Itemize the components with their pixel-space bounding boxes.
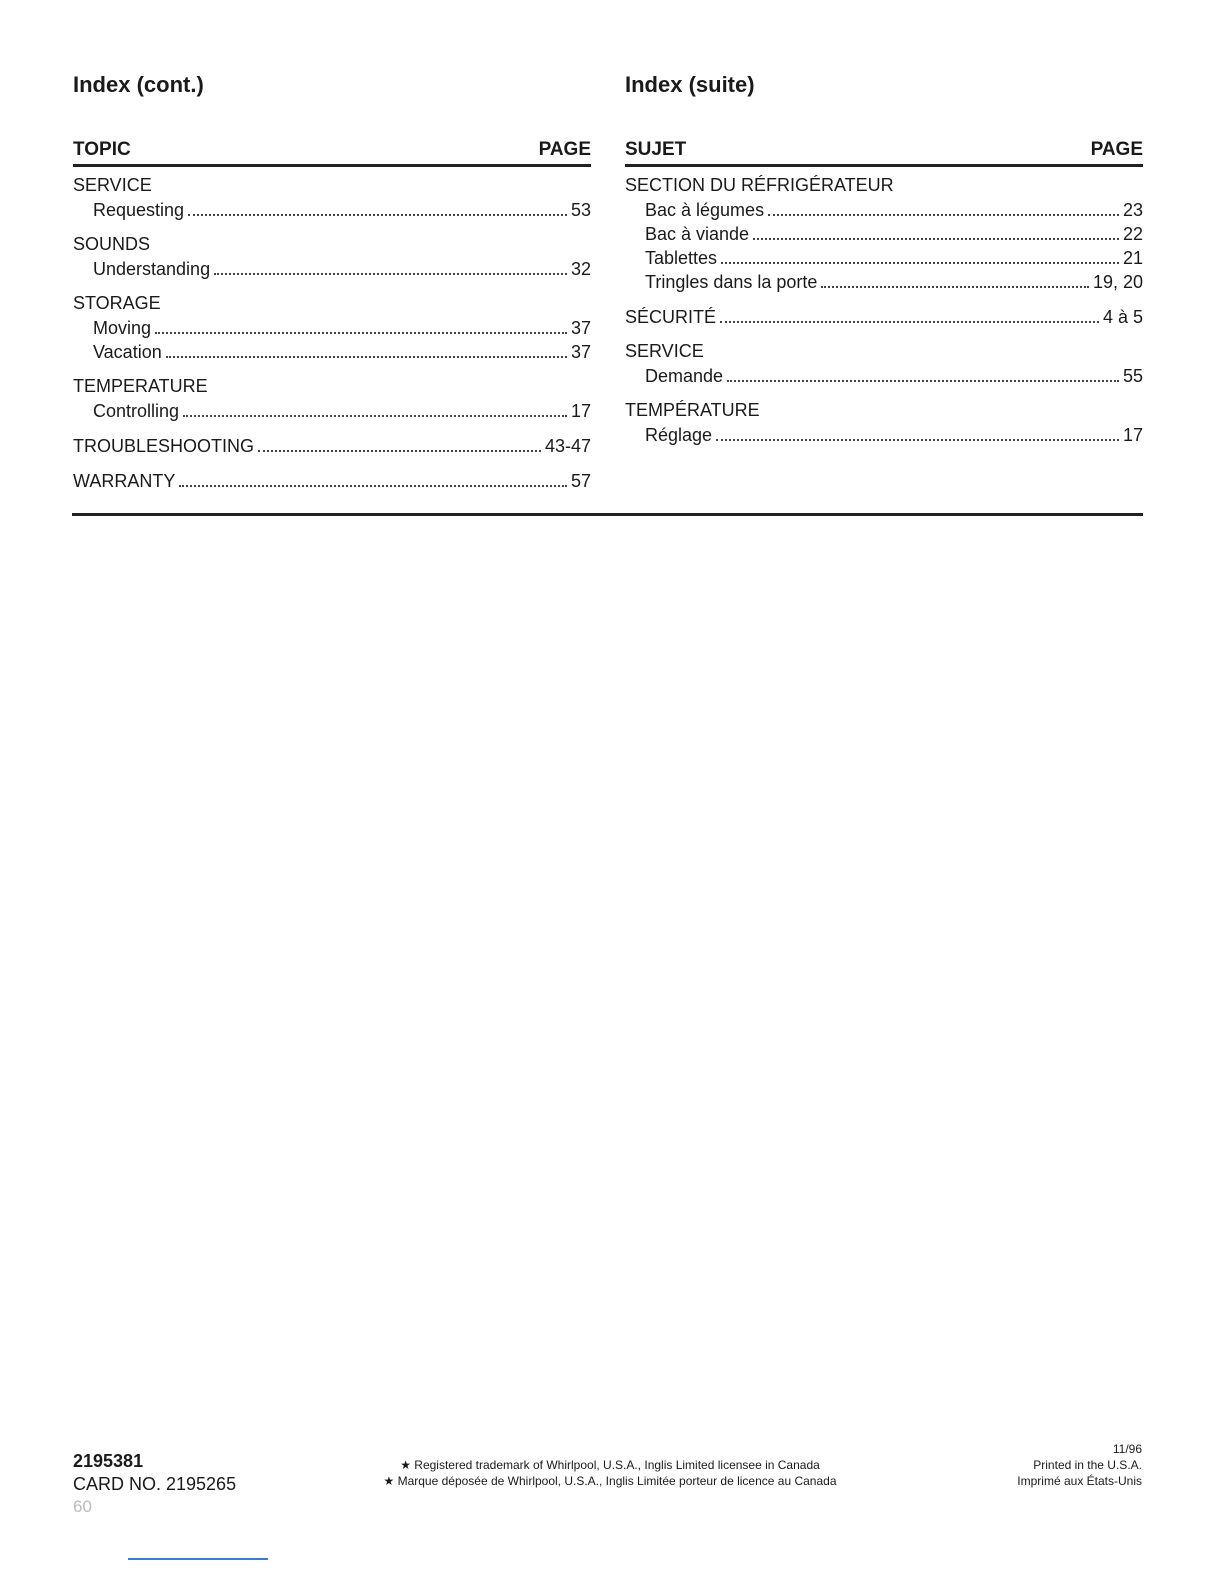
index-entry-line: [73, 433, 591, 457]
index-entry-line: [625, 398, 1143, 422]
dot-leader: [214, 256, 567, 275]
index-page: 53: [570, 200, 591, 220]
index-entry: [73, 433, 591, 457]
index-entry: [625, 173, 1143, 293]
page-number: 60: [73, 1497, 92, 1516]
index-label: SERVICE: [73, 175, 152, 195]
index-label: TROUBLESHOOTING: [73, 436, 255, 456]
index-label: SECTION DU RÉFRIGÉRATEUR: [625, 175, 894, 195]
index-subentry: [73, 256, 591, 280]
dot-leader: [188, 197, 567, 216]
index-label: SÉCURITÉ: [625, 307, 717, 327]
index-subentry: [73, 339, 591, 363]
index-entry-line: [73, 291, 591, 315]
index-subentry: [625, 422, 1143, 446]
index-entry: [625, 304, 1143, 328]
index-entry-line: [73, 232, 591, 256]
index-subentry: [625, 363, 1143, 387]
blue-underline: [128, 1558, 268, 1560]
dot-leader: [721, 245, 1119, 264]
trademark-french: ★ Marque déposée de Whirlpool, U.S.A., Inglis Limitée porteur de licence au Canada: [383, 1474, 837, 1488]
trademark-notice: [300, 1457, 920, 1489]
index-entry: [73, 173, 591, 221]
index-label: Réglage: [645, 425, 713, 445]
index-page: 22: [1122, 224, 1143, 244]
sujet-header: SUJET: [625, 139, 687, 160]
index-list-english: [73, 173, 591, 492]
dot-leader: [768, 197, 1119, 216]
index-subentry: [625, 269, 1143, 293]
index-page: 23: [1122, 200, 1143, 220]
index-label: SERVICE: [625, 341, 704, 361]
index-label: TEMPERATURE: [73, 376, 208, 396]
index-label: WARRANTY: [73, 471, 176, 491]
index-page: 57: [570, 471, 591, 491]
dot-leader: [727, 363, 1119, 382]
index-label: TEMPÉRATURE: [625, 400, 760, 420]
index-label: STORAGE: [73, 293, 161, 313]
index-label: Bac à légumes: [645, 200, 765, 220]
index-label: Tringles dans la porte: [645, 272, 818, 292]
index-subentry: [73, 197, 591, 221]
index-subentry: [625, 245, 1143, 269]
index-label: Requesting: [93, 200, 185, 220]
index-label: Demande: [645, 366, 724, 386]
index-label: Bac à viande: [645, 224, 750, 244]
printed-in-french: Imprimé aux États-Unis: [1017, 1474, 1142, 1488]
dot-leader: [166, 339, 567, 358]
index-entry: [625, 339, 1143, 387]
index-label: Tablettes: [645, 248, 718, 268]
dot-leader: [179, 468, 567, 487]
index-subentry: [73, 398, 591, 422]
index-subentry: [625, 221, 1143, 245]
index-page: 21: [1122, 248, 1143, 268]
index-entry-line: [625, 173, 1143, 197]
dot-leader: [720, 304, 1099, 323]
printed-in-english: Printed in the U.S.A.: [1033, 1458, 1142, 1472]
index-entry: [73, 374, 591, 422]
index-title-french: Index (suite): [625, 72, 755, 97]
trademark-english: ★ Registered trademark of Whirlpool, U.S.A., Inglis Limited licensee in Canada: [400, 1458, 820, 1472]
index-entry: [625, 398, 1143, 446]
print-info: [1017, 1441, 1142, 1489]
index-entry-line: [73, 374, 591, 398]
dot-leader: [155, 315, 567, 334]
print-date: 11/96: [1112, 1442, 1142, 1456]
index-entry-line: [73, 468, 591, 492]
index-right-column: [625, 70, 1143, 457]
index-header-english: [73, 138, 591, 167]
index-page: 37: [570, 342, 591, 362]
index-entry-line: [625, 304, 1143, 328]
index-left-column: [73, 70, 591, 503]
page-header: PAGE: [538, 139, 591, 160]
index-entry: [73, 468, 591, 492]
part-code: 2195381: [73, 1451, 144, 1471]
index-header-french: [625, 138, 1143, 167]
index-page: 17: [1122, 425, 1143, 445]
index-page: 17: [570, 401, 591, 421]
index-label: Vacation: [93, 342, 162, 362]
index-page: 55: [1122, 366, 1143, 386]
index-page: 32: [570, 259, 591, 279]
page-header: PAGE: [1090, 139, 1143, 160]
index-list-french: [625, 173, 1143, 446]
index-page: 19, 20: [1092, 272, 1143, 292]
index-entry: [73, 291, 591, 363]
index-title-english: Index (cont.): [73, 72, 204, 97]
section-divider: [72, 513, 1143, 516]
index-page: 37: [570, 318, 591, 338]
index-entry-line: [73, 173, 591, 197]
topic-header: TOPIC: [73, 139, 131, 160]
index-label: Understanding: [93, 259, 211, 279]
dot-leader: [753, 221, 1119, 240]
index-subentry: [73, 315, 591, 339]
dot-leader: [716, 422, 1119, 441]
index-entry: [73, 232, 591, 280]
index-subentry: [625, 197, 1143, 221]
index-label: SOUNDS: [73, 234, 151, 254]
index-entry-line: [625, 339, 1143, 363]
index-page: 4 à 5: [1102, 307, 1143, 327]
index-label: Controlling: [93, 401, 180, 421]
index-label: Moving: [93, 318, 152, 338]
index-page: 43-47: [544, 436, 591, 456]
footer-identifiers: [73, 1450, 236, 1518]
dot-leader: [258, 433, 541, 452]
dot-leader: [821, 269, 1089, 288]
card-number: CARD NO. 2195265: [73, 1474, 237, 1494]
dot-leader: [183, 398, 567, 417]
